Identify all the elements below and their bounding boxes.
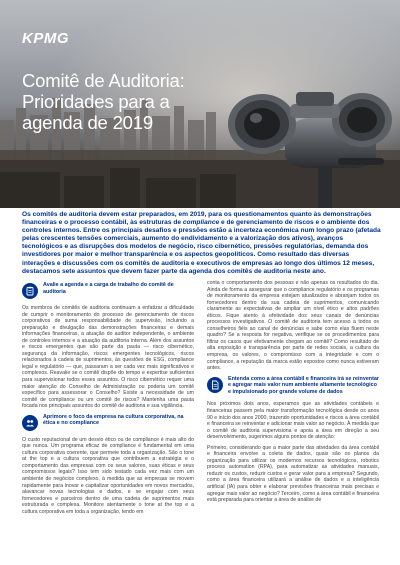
left-column: [22, 280, 194, 519]
callout-heading: Aprimore o foco da empresa na cultura corporativa, na ética e no compliance: [43, 413, 184, 427]
title-line: Comitê de Auditoria:: [22, 70, 185, 91]
callout-heading: Entenda como a área contábil e financeira irá se reinventar e agregar mais valor num ambiente altamente tecnológico e impulsionado por grande volume de dados: [228, 375, 379, 395]
people-icon: [22, 415, 38, 431]
right-column: [207, 280, 379, 508]
body-paragraph: O custo reputacional de um desvio ético ou de compliance é mais alto do que nunca. Um programa eficaz de compliance é fundamental em uma cultura corporativa coerente, que permeie toda a organização. São o tone at the top e a cultura corporativa que contribuem a estratégia e o comportamento das empresas com os seus valores, suas éticas e seus compromissos legais? Isso tem sido testado cada vez mais com um ambiente de negócios complexo, à medida que as empresas se movem rapidamente para inovar e capitalizar oportunidades em novos mercados, alavancar novas tecnologias e dados, e se engajar com seus fornecedores e parceiros dentro de uma cadeia de suprimentos mais estruturada e complexa. Monitore atentamente o tone at the top e a cultura corporativa em toda a organização, tendo em: [22, 436, 194, 515]
document-icon: [207, 377, 223, 393]
title-line: agenda de 2019: [22, 112, 153, 133]
callout-finance: [207, 376, 379, 396]
intro-paragraph: [22, 211, 382, 276]
callout-heading: Avalie a agenda e a carga de trabalho do comitê de auditoria: [43, 282, 174, 295]
body-paragraph: Nos próximos dois anos, esperamos que as atividades contábeis e financeiras passem pela maior transformação tecnológica desde os anos 90 e início dos anos 2000, trazendo oportunidades e riscos a área contábil e financeira se reinventar e adicionar mais valor ao negócio. À medida que o comitê de auditoria supervisiona e apoia a área em direção a seu desenvolvimento, sugerimos alguns pontos de atenção:: [207, 401, 379, 441]
intro-text-2: e de gerenciamento de riscos e o ambiente dos controles internos. Entre os principais desafios e pressões estão a incerteza econômica num longo prazo (afetada pelas crescentes tensões comerciais, aumento do endividamento e a valorização dos ativos), avanços tecnológicos e as disrupções dos modelos de negócio, risco cibernético, pressões regulatórias, demanda dos investidores por maior e melhor transparência e os aspectos geopolíticos. Como resultado das diversas interações e discussões com os comitês de auditoria e executivos de empresas ao longo dos últimos 12 meses, destacamos sete assuntos que devem fazer parte da agenda dos comitês de auditoria neste ano.: [22, 219, 381, 275]
body-paragraph: conta o comportamento dos pessoas e não apenas os resultados do dia. Ainda de forma a assegurar que o compliance regulatório e os programas de monitoramento da empresa estejam atualizados e abranjam todos os fornecedores dentro da sua cadeia de suprimentos, comunicando claramente as expectativas de ampliar um nível ético e altos padrões éticos. Fique atento à efetividade dos seus canais de denúncias processos investigativos. O comitê de auditoria tem acesso a todos os conselheiros fiéis ao canal de denúncias e sabe como elas fluem neste quadro? Se a resposta for negativa, verifique se os procedimentos para filtrar os casos que efetivamente chegam ao comitê? Como resultado de alta exposição e transparência por parte de redes sociais, a cultura da empresa, os valores, o compromisso com a integridade e com o compliance, a reputação da marca estão expostos como nunca estiveram antes.: [207, 280, 379, 372]
intro-italic: compliance: [182, 219, 220, 227]
intro-text-1: Os comitês de auditoria devem estar preparados, em 2019, para os questionamentos quanto às demonstrações financeiras e o processo contábil, às estruturas de: [22, 211, 372, 227]
title-line: Prioridades para a: [22, 91, 170, 112]
body-paragraph: Primeiro, considerando que a maior parte das atividades da área contábil e financeira envolve a coleta de dados, quais são os planos da organização para utilizar os modernos recursos tecnológicos, robotics process automation (RPA), para automatizar as atividades manuais, reduzir os custos, reduzir custos e gerar valor para a empresa? Segundo, como a área financeira utilizará a análise de dados e a inteligência artificial (IA) para obter e elaborar previsões financeiras mais precisas e agregar mais valor ao negócio? Terceiro, como a área contábil e financeira está preparada para orientar a área de análise de: [207, 444, 379, 504]
clipboard-icon: [22, 283, 38, 299]
body-paragraph: Os membros de comitês de auditoria continuam a enfatizar a dificuldade de cumprir o monitoramento do processo de gerenciamento de riscos corporativos de suma responsabilidade de supervisão, incluindo a preparação e divulgação das demonstrações financeiras e demais informações financeiras, a atuação do auditor independente, o ambiente de controles internos e a atuação da auditoria interna. Além dos assuntos e riscos emergentes que são parte da pauta — risco cibernético, segurança da informação, riscos emergentes tecnológicos, riscos relacionados à cadeia de suprimentos, às questões de ESG, compliance legal e regulatório — que, passaram a ser cada vez mais significativos e complexos. Reavalie se o comitê dispõe do tempo e expertise suficientes para supervisionar todos esses assuntos. O risco cibernético requer uma maior atenção do Conselho de Administração ou poderia um comitê específico para assessorar o Conselho? Existe a necessidade de um comitê de compliance ou um comitê de riscos? Mantenha uma pauta focada nos principais assuntos do comitê de auditoria e sua vigilância.: [22, 305, 194, 410]
hero-banner: [0, 0, 400, 208]
page-title: [22, 70, 242, 133]
callout-culture: [22, 414, 194, 431]
kpmg-logo: KPMG: [22, 30, 69, 47]
callout-agenda: [22, 282, 194, 299]
